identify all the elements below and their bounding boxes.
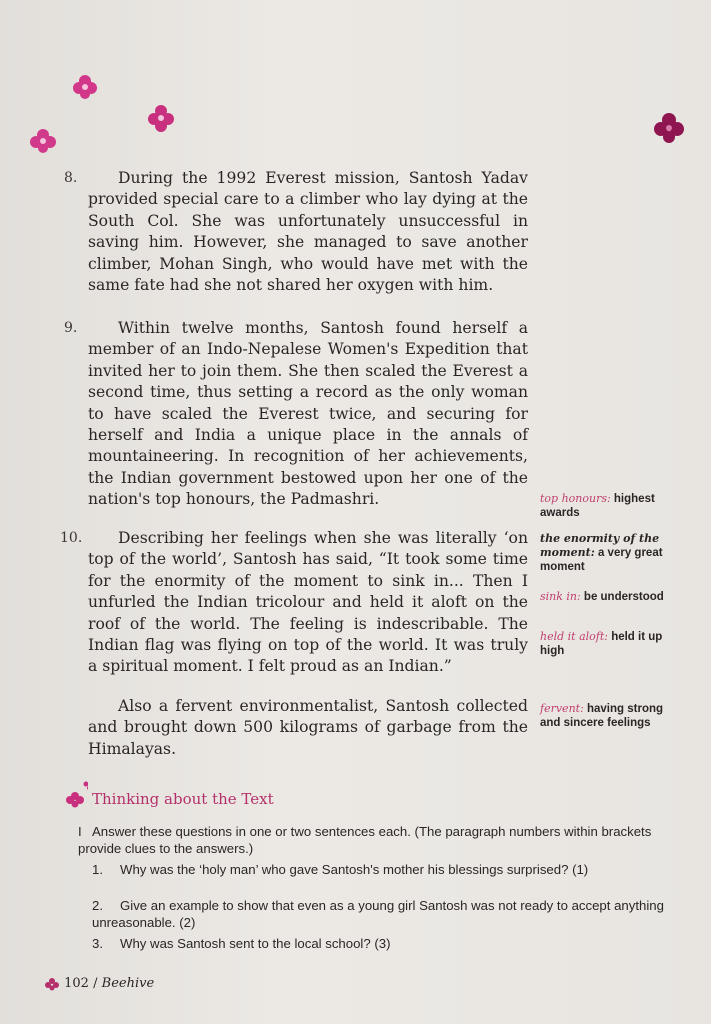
question-number: 3. [92,936,103,951]
glossary-note [540,702,680,730]
glossary-term: held it aloft: [540,630,608,643]
paragraph-text: Describing her feelings when she was literally ‘on top of the world’, Santosh has said, “It took some time for the enormity of the moment to sink in... Then I unfurled the Indian tricolour and held it aloft on the roof of the world. The feeling is indescribable. The Indian flag was flying on top of the world. It was truly a spiritual moment. I felt proud as an Indian.” [88,529,528,676]
flower-icon [28,126,58,156]
question-item [92,936,682,953]
page-number: 102 [64,976,89,991]
paragraph-text: Also a fervent environmentalist, Santosh collected and brought down 500 kilograms of garbage from the Himalayas. [88,697,528,758]
footer-separator: / [93,976,98,991]
intro-number: I [78,824,82,839]
glossary-definition: be understood [583,591,664,603]
paragraph-8 [88,168,528,296]
glossary-note [540,532,680,574]
glossary-term: sink in: [540,590,581,603]
paragraph-text: Within twelve months, Santosh found herself a member of an Indo-Nepalese Women's Expedition that invited her to join them. She then scaled the Everest a second time, thus setting a record as the only woman to have scaled the Everest twice, and securing for herself and India a unique place in the annals of mountaineering. In recognition of her achievements, the Indian government bestowed upon her one of the nation's top honours, the Padmashri. [88,319,528,509]
intro-text: Answer these questions in one or two sentences each. (The paragraph numbers within brackets provide clues to the answers.) [78,824,652,856]
question-intro [78,823,678,857]
flower-icon [652,110,686,146]
question-number: 2. [92,898,103,913]
flower-icon [44,977,60,991]
paragraph-continuation [88,696,528,760]
glossary-term: top honours: [540,492,611,505]
glossary-definition: held it up high [540,631,663,657]
question-text: Give an example to show that even as a young girl Santosh was not ready to accept anything unreasonable. (2) [92,898,664,930]
glossary-note [540,630,680,658]
paragraph-9 [88,318,528,511]
glossary-term: fervent: [540,702,584,715]
flower-icon [70,72,100,102]
paragraph-10 [88,528,528,678]
glossary-definition: highest awards [540,493,655,519]
section-title: Thinking about the Text [92,790,274,808]
glossary-term: the enormity of the moment: [540,532,660,559]
question-text: Why was the ‘holy man’ who gave Santosh's mother his blessings surprised? (1) [120,862,589,877]
flower-icon [145,102,177,134]
question-number: 1. [92,862,103,877]
question-item [92,898,682,931]
book-title: Beehive [101,976,155,991]
glossary-note [540,492,680,520]
glossary-definition: a very great moment [540,547,663,573]
question-item [92,862,682,879]
page-footer [44,976,154,991]
paragraph-number: 9. [64,320,78,336]
flower-icon [62,778,88,808]
question-text: Why was Santosh sent to the local school? (3) [120,936,391,951]
paragraph-text: During the 1992 Everest mission, Santosh Yadav provided special care to a climber who lay dying at the South Col. She was unfortunately unsuccessful in saving him. However, she managed to save another climber, Mohan Singh, who would have met with the same fate had she not shared her oxygen with him. [88,169,528,295]
paragraph-number: 8. [64,170,78,186]
glossary-note [540,590,680,604]
paragraph-number: 10. [60,530,83,546]
glossary-definition: having strong and sincere feelings [540,703,664,729]
